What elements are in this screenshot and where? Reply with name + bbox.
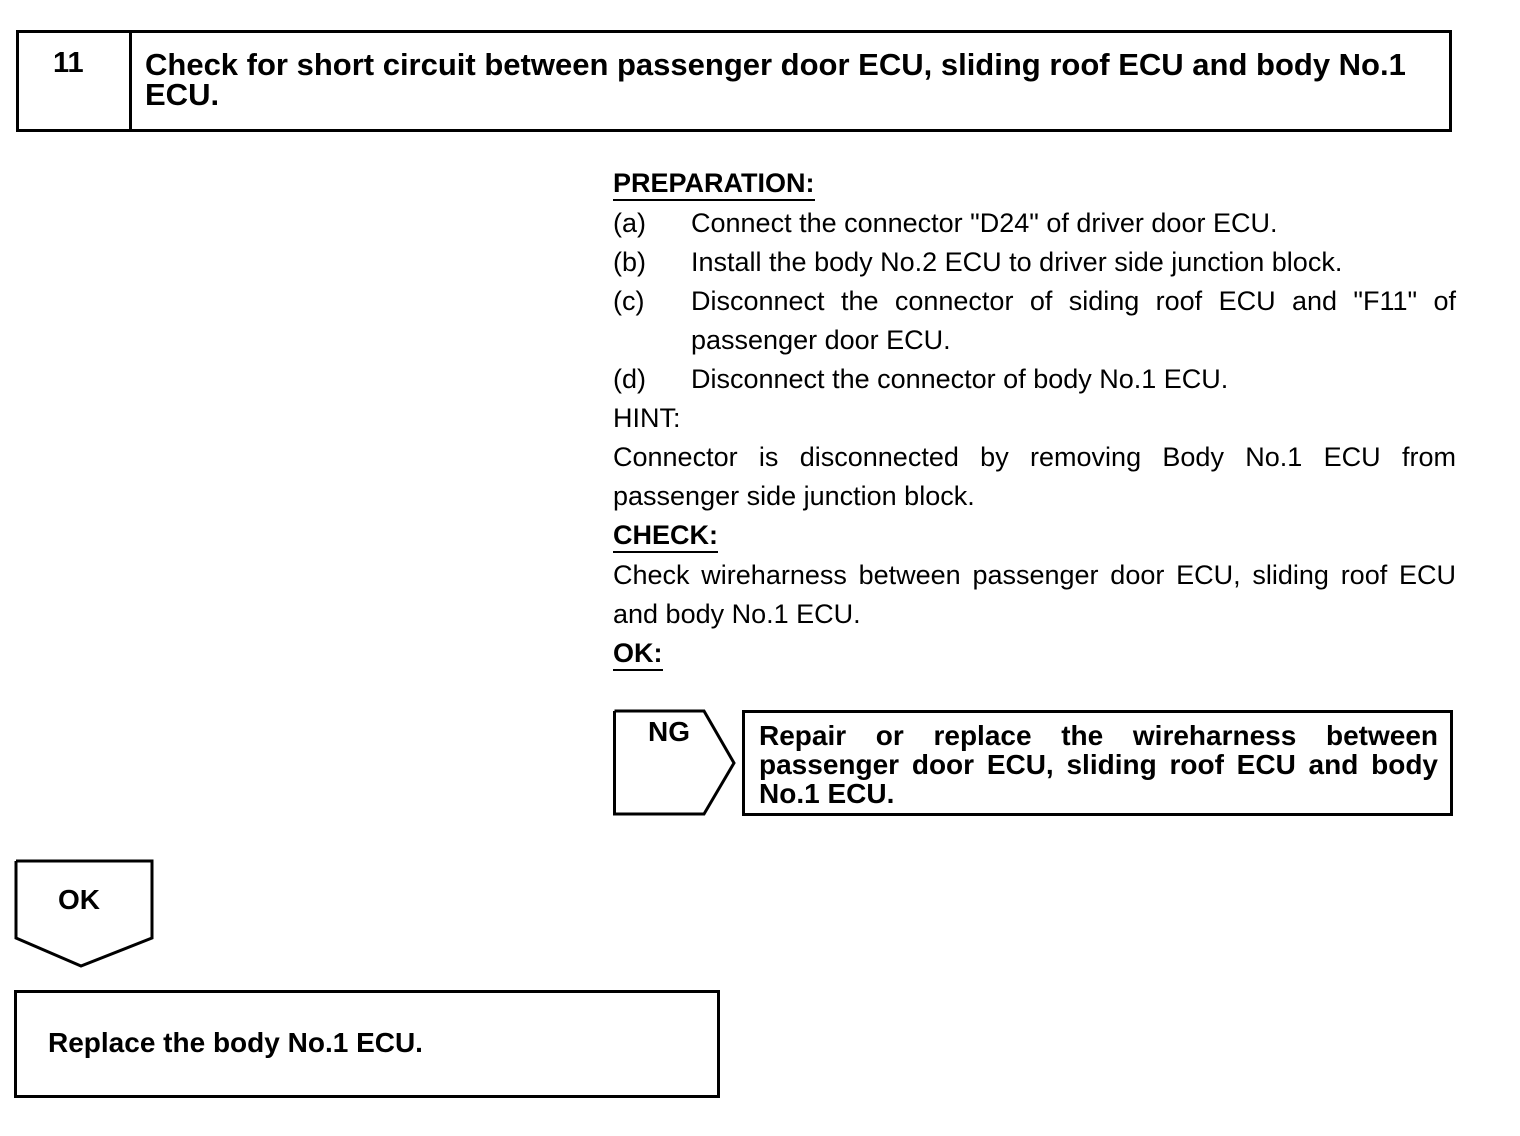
- step-text: Connect the connector "D24" of driver door ECU.: [691, 208, 1278, 238]
- step-number: 11: [19, 33, 132, 129]
- preparation-step: [613, 282, 1456, 360]
- preparation-step: [613, 243, 1456, 282]
- ok-spec-heading: OK:: [613, 637, 663, 671]
- ok-action-box: Replace the body No.1 ECU.: [14, 990, 720, 1098]
- preparation-step: [613, 204, 1456, 243]
- hint-heading: HINT:: [613, 403, 681, 433]
- ng-action-box: Repair or replace the wireharness between passenger door ECU, sliding roof ECU and body No.1 ECU.: [742, 710, 1453, 816]
- step-header: [16, 30, 1452, 132]
- step-text: Install the body No.2 ECU to driver side junction block.: [691, 247, 1343, 277]
- hint-text: Connector is disconnected by removing Body No.1 ECU from passenger side junction block.: [613, 442, 1456, 511]
- step-title: Check for short circuit between passenger door ECU, sliding roof ECU and body No.1 ECU.: [145, 47, 1406, 112]
- step-text: Disconnect the connector of body No.1 ECU.: [691, 364, 1229, 394]
- step-label: (d): [613, 364, 646, 394]
- step-label: (a): [613, 208, 646, 238]
- ng-label: NG: [648, 716, 690, 747]
- step-label: (b): [613, 247, 646, 277]
- preparation-heading: PREPARATION:: [613, 167, 815, 201]
- preparation-step: [613, 360, 1456, 399]
- check-text: Check wireharness between passenger door ECU, sliding roof ECU and body No.1 ECU.: [613, 560, 1456, 629]
- ok-label: OK: [58, 884, 100, 915]
- check-heading: CHECK:: [613, 519, 718, 553]
- procedure-content: [613, 164, 1456, 674]
- step-text: Disconnect the connector of siding roof ECU and "F11" of passenger door ECU.: [691, 286, 1456, 355]
- step-label: (c): [613, 286, 645, 316]
